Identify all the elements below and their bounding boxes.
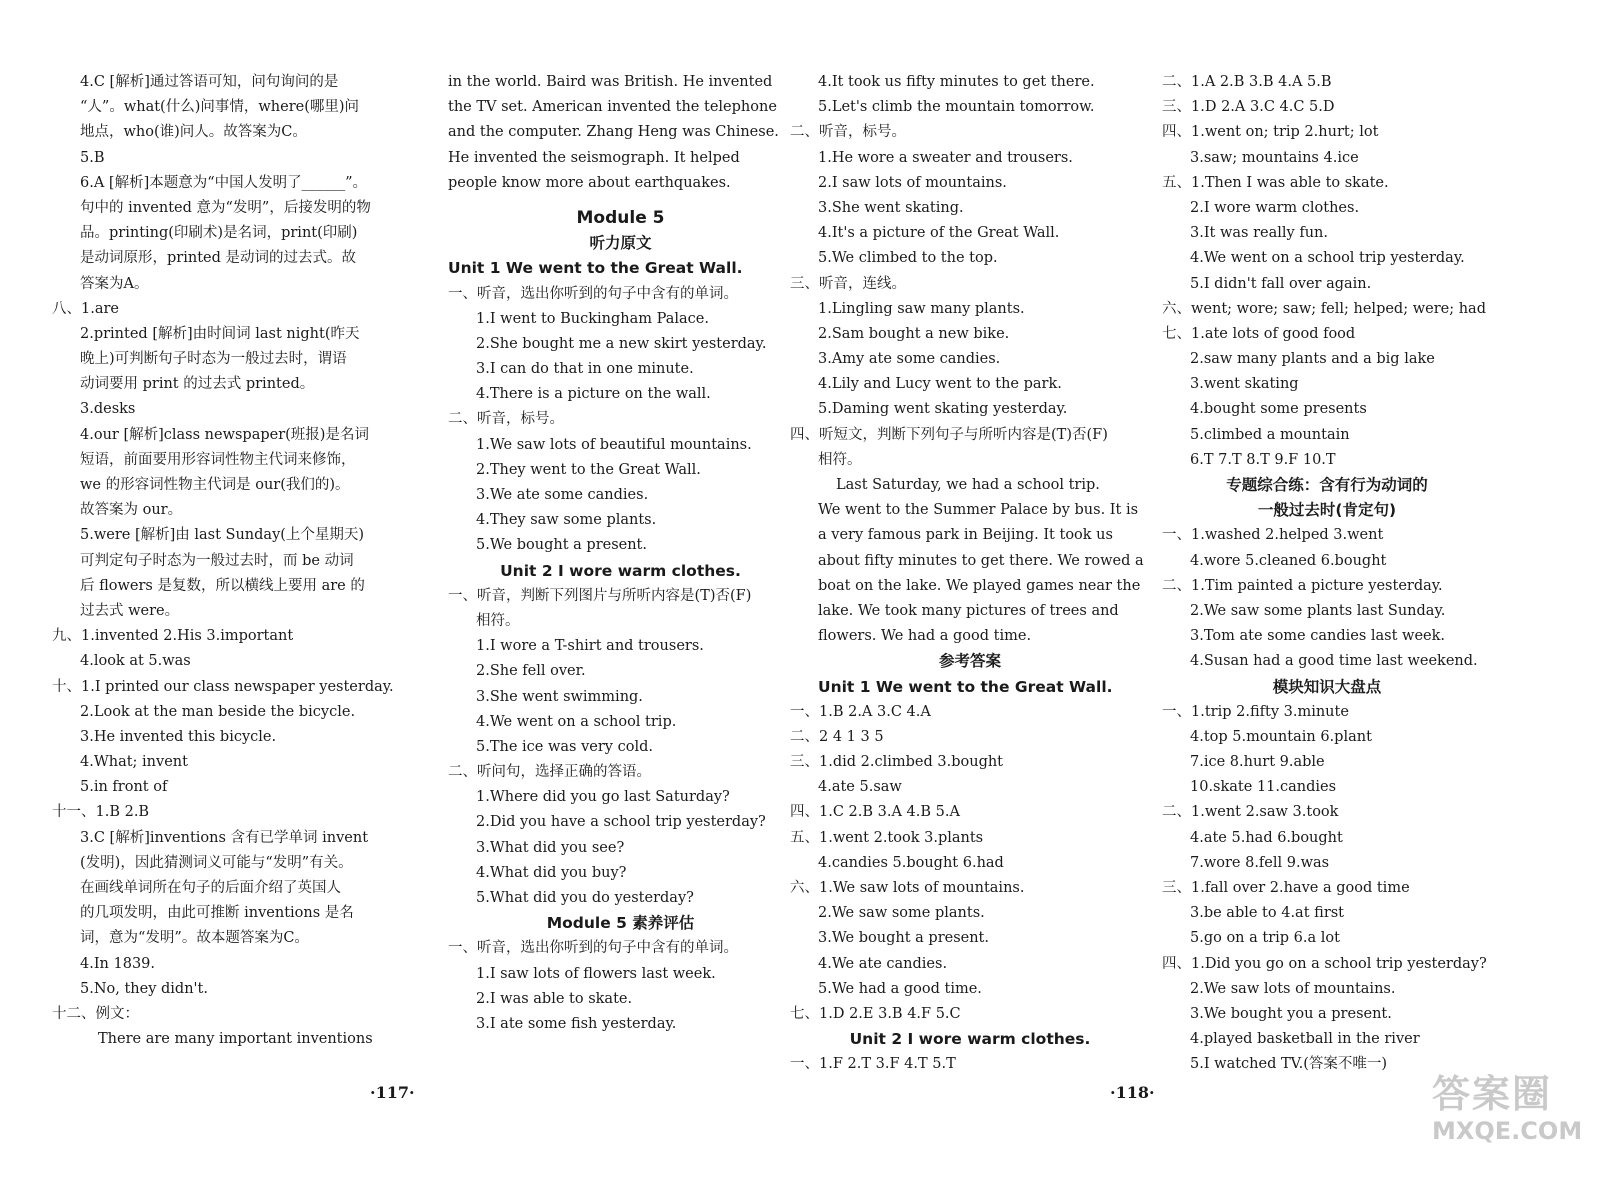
text-line: 2.I wore warm clothes. — [1190, 199, 1360, 216]
text-line: 4.ate 5.had 6.bought — [1190, 829, 1343, 846]
text-line: 二、1.went 2.saw 3.took — [1162, 804, 1339, 821]
text-line: 5.I watched TV.(答案不唯一) — [1190, 1056, 1388, 1073]
text-line: 十、1.I printed our class newspaper yesterday. — [52, 678, 394, 695]
text-line: 是动词原形，printed 是动词的过去式。故 — [80, 250, 356, 267]
text-line: 3.We bought a present. — [818, 930, 989, 947]
text-line: 十二、例文： — [52, 1005, 139, 1022]
text-line: 3.What did you see? — [476, 839, 625, 856]
text-line: 5.Daming went skating yesterday. — [818, 401, 1068, 418]
text-line: 1.I went to Buckingham Palace. — [476, 310, 709, 327]
text-line: 听力原文 — [589, 234, 652, 253]
text-line: 5.I didn't fall over again. — [1190, 275, 1372, 292]
column-3 — [790, 70, 1150, 1078]
text-line: 5.The ice was very cold. — [476, 738, 653, 755]
text-line: 4.What did you buy? — [476, 864, 627, 881]
text-line: 5.No, they didn't. — [80, 980, 208, 997]
text-line: 7.wore 8.fell 9.was — [1190, 854, 1330, 871]
text-line: 2.They went to the Great Wall. — [476, 461, 701, 478]
text-line: 2.We saw lots of mountains. — [1190, 980, 1396, 997]
text-line: 五、1.Then I was able to skate. — [1162, 174, 1389, 191]
text-line: 3.She went swimming. — [476, 688, 643, 705]
text-line: 专题综合练：含有行为动词的 — [1226, 476, 1428, 494]
text-line: 句中的 invented 意为“发明”，后接发明的物 — [80, 199, 371, 216]
text-line: 三、1.D 2.A 3.C 4.C 5.D — [1162, 99, 1335, 116]
page-number-right: ·118· — [1110, 1083, 1155, 1102]
text-line: 九、1.invented 2.His 3.important — [52, 628, 294, 645]
text-line: 3.Tom ate some candies last week. — [1190, 628, 1446, 645]
text-line: Unit 1 We went to the Great Wall. — [448, 259, 743, 278]
text-line: about fifty minutes to get there. We rowed a — [818, 552, 1144, 569]
text-line: 一、1.trip 2.fifty 3.minute — [1162, 703, 1349, 720]
text-line: 10.skate 11.candies — [1190, 779, 1337, 796]
text-line: 八、1.are — [52, 300, 119, 317]
text-line: 七、1.ate lots of good food — [1162, 325, 1356, 342]
text-line: 5.climbed a mountain — [1190, 426, 1350, 443]
text-line: 4.ate 5.saw — [818, 779, 902, 796]
text-line: 5.What did you do yesterday? — [476, 890, 694, 906]
text-line: 的几项发明，由此可推断 inventions 是名 — [80, 905, 354, 922]
text-line: 一、1.F 2.T 3.F 4.T 5.T — [790, 1056, 956, 1073]
text-line: 六、went; wore; saw; fell; helped; were; had — [1162, 300, 1486, 317]
column-4 — [1162, 70, 1492, 1078]
text-line — [448, 196, 793, 206]
text-line: 4.C [解析]通过答语可知，问句询问的是 — [80, 74, 339, 90]
text-line: 相符。 — [818, 451, 862, 468]
text-line: 4.We ate candies. — [818, 955, 948, 972]
text-line: the TV set. American invented the telephone — [448, 99, 777, 116]
text-line: 1.I saw lots of flowers last week. — [476, 965, 716, 982]
text-line: 2.printed [解析]由时间词 last night(昨天 — [80, 325, 360, 342]
text-line: 4.candies 5.bought 6.had — [818, 854, 1004, 871]
text-line: 模块知识大盘点 — [1272, 677, 1382, 696]
text-line: 2.Sam bought a new bike. — [818, 325, 1010, 342]
text-line: 4.played basketball in the river — [1190, 1031, 1420, 1048]
text-line: 2.I saw lots of mountains. — [818, 174, 1007, 191]
text-line: 4.Lily and Lucy went to the park. — [818, 376, 1062, 393]
text-line: 词，意为“发明”。故本题答案为C。 — [80, 930, 309, 947]
text-line: 六、1.We saw lots of mountains. — [790, 880, 1025, 896]
watermark-logo — [1432, 1072, 1583, 1182]
text-line: 四、1.Did you go on a school trip yesterday? — [1162, 955, 1487, 972]
text-line: 品。printing(印刷术)是名词，print(印刷) — [80, 225, 358, 242]
text-line: 2.Look at the man beside the bicycle. — [80, 703, 356, 720]
text-line: 4.It took us fifty minutes to get there. — [818, 74, 1095, 90]
text-line: 一、听音，选出你听到的句子中含有的单词。 — [448, 285, 738, 302]
text-line: 5.in front of — [80, 779, 168, 796]
text-line: 3.went skating — [1190, 376, 1299, 393]
text-line: Unit 1 We went to the Great Wall. — [818, 677, 1113, 696]
text-line: Last Saturday, we had a school trip. — [836, 477, 1100, 493]
text-line: 四、1.went on; trip 2.hurt; lot — [1162, 124, 1379, 141]
text-line: 二、1.A 2.B 3.B 4.A 5.B — [1162, 74, 1332, 90]
text-line: boat on the lake. We played games near the — [818, 577, 1141, 594]
text-line: 4.look at 5.was — [80, 653, 191, 670]
text-line: 答案为A。 — [80, 275, 149, 292]
text-line: 二、听音，标号。 — [790, 124, 906, 141]
text-line: 5.were [解析]由 last Sunday(上个星期天) — [80, 527, 365, 544]
text-line: 二、听问句，选择正确的答语。 — [448, 764, 651, 781]
text-line: 4.We went on a school trip. — [476, 713, 677, 730]
text-line: 2.We saw some plants. — [818, 905, 985, 922]
text-line: “人”。what(什么)问事情，where(哪里)问 — [80, 99, 360, 116]
text-line: 5.We climbed to the top. — [818, 250, 998, 267]
text-line: 4.our [解析]class newspaper(班报)是名词 — [80, 426, 369, 443]
text-line: 4.Susan had a good time last weekend. — [1190, 653, 1478, 670]
text-line: 3.Amy ate some candies. — [818, 351, 1001, 368]
text-line: 5.B — [80, 149, 105, 166]
text-line: 四、听短文，判断下列句子与所听内容是(T)否(F) — [790, 426, 1108, 443]
text-line: 故答案为 our。 — [80, 502, 183, 519]
text-line: we 的形容词性物主代词是 our(我们的)。 — [80, 477, 350, 493]
watermark-site: MXQE.COM — [1432, 1117, 1583, 1145]
text-line: Module 5 素养评估 — [546, 914, 695, 933]
text-line: 2.I was able to skate. — [476, 990, 633, 1007]
text-line: 三、1.fall over 2.have a good time — [1162, 880, 1410, 896]
text-line: 1.We saw lots of beautiful mountains. — [476, 436, 752, 453]
watermark-title: 答案圈 — [1432, 1072, 1553, 1116]
text-line: Unit 2 I wore warm clothes. — [849, 1030, 1091, 1049]
text-line: lake. We took many pictures of trees and — [818, 602, 1119, 619]
text-line: 一、听音，判断下列图片与所听内容是(T)否(F) — [448, 587, 752, 604]
text-line: a very famous park in Beijing. It took us — [818, 527, 1113, 544]
text-line: 过去式 were。 — [80, 602, 180, 619]
text-line: (发明)，因此猜测词义可能与“发明”有关。 — [80, 854, 353, 871]
text-line: 1.I wore a T-shirt and trousers. — [476, 638, 704, 655]
text-line: We went to the Summer Palace by bus. It is — [818, 502, 1139, 519]
text-line: and the computer. Zhang Heng was Chinese. — [448, 124, 779, 141]
text-line: 6.T 7.T 8.T 9.F 10.T — [1190, 451, 1336, 468]
text-line: There are many important inventions — [98, 1031, 373, 1048]
column-2 — [448, 70, 793, 1037]
text-line: 4.In 1839. — [80, 955, 156, 972]
text-line: 3.We ate some candies. — [476, 487, 649, 503]
text-line: 十一、1.B 2.B — [52, 804, 150, 821]
text-line: in the world. Baird was British. He invented — [448, 74, 773, 90]
text-line: 4.It's a picture of the Great Wall. — [818, 225, 1060, 242]
text-line: 3.be able to 4.at first — [1190, 905, 1345, 922]
text-line: 3.We bought you a present. — [1190, 1005, 1392, 1022]
text-line: 2.Did you have a school trip yesterday? — [476, 814, 766, 831]
text-line: 3.I can do that in one minute. — [476, 361, 694, 378]
page-number-left: ·117· — [370, 1083, 415, 1102]
text-line: 动词要用 print 的过去式 printed。 — [80, 376, 315, 393]
text-line: 1.Lingling saw many plants. — [818, 300, 1025, 317]
text-line: 3.He invented this bicycle. — [80, 728, 277, 745]
text-line: 二、1.Tim painted a picture yesterday. — [1162, 577, 1443, 594]
text-line: 4.top 5.mountain 6.plant — [1190, 728, 1372, 745]
text-line: 1.Where did you go last Saturday? — [476, 789, 730, 806]
text-line: 一、1.washed 2.helped 3.went — [1162, 527, 1384, 544]
text-line: 4.We went on a school trip yesterday. — [1190, 250, 1465, 267]
text-line: 4.wore 5.cleaned 6.bought — [1190, 552, 1387, 569]
text-line: 3.saw; mountains 4.ice — [1190, 149, 1359, 166]
text-line: 后 flowers 是复数，所以横线上要用 are 的 — [80, 577, 365, 594]
text-line: people know more about earthquakes. — [448, 174, 731, 191]
text-line: 5.Let's climb the mountain tomorrow. — [818, 99, 1095, 116]
column-1 — [52, 70, 407, 1052]
text-line: 三、听音，连线。 — [790, 275, 906, 292]
text-line: 在画线单词所在句子的后面介绍了英国人 — [80, 880, 341, 896]
text-line: 一般过去时(肯定句) — [1257, 501, 1397, 520]
text-line: 4.What; invent — [80, 754, 188, 771]
text-line: 一、听音，选出你听到的句子中含有的单词。 — [448, 940, 738, 957]
text-line: 三、1.did 2.climbed 3.bought — [790, 754, 1004, 771]
text-line: 二、2 4 1 3 5 — [790, 728, 884, 745]
text-line: 3.She went skating. — [818, 199, 964, 216]
text-line: 2.saw many plants and a big lake — [1190, 351, 1435, 368]
text-line: 短语，前面要用形容词性物主代词来修饰， — [80, 451, 356, 468]
text-line: 5.go on a trip 6.a lot — [1190, 930, 1340, 947]
text-line: 五、1.went 2.took 3.plants — [790, 829, 984, 846]
text-line: 七、1.D 2.E 3.B 4.F 5.C — [790, 1005, 961, 1022]
text-line: 晚上)可判断句子时态为一般过去时，谓语 — [80, 351, 347, 368]
text-line: 4.There is a picture on the wall. — [476, 386, 711, 403]
text-line: 一、1.B 2.A 3.C 4.A — [790, 703, 931, 720]
text-line: Unit 2 I wore warm clothes. — [500, 561, 741, 580]
text-line: 参考答案 — [938, 652, 1001, 671]
text-line: 3.It was really fun. — [1190, 225, 1328, 242]
text-line: 2.We saw some plants last Sunday. — [1190, 602, 1446, 619]
text-line: 6.A [解析]本题意为“中国人发明了______”。 — [80, 174, 368, 191]
text-line: 3.desks — [80, 401, 136, 418]
text-line: 3.I ate some fish yesterday. — [476, 1015, 677, 1032]
text-line: 7.ice 8.hurt 9.able — [1190, 754, 1325, 771]
text-line: 可判定句子时态为一般过去时，而 be 动词 — [80, 552, 354, 569]
text-line: 3.C [解析]inventions 含有已学单词 invent — [80, 829, 369, 846]
text-line: Module 5 — [576, 207, 665, 228]
text-line: 5.We bought a present. — [476, 537, 647, 554]
text-line: flowers. We had a good time. — [818, 628, 1032, 645]
text-line: 地点，who(谁)问人。故答案为C。 — [80, 124, 307, 141]
text-line: 二、听音，标号。 — [448, 411, 564, 428]
text-line: 1.He wore a sweater and trousers. — [818, 149, 1073, 166]
text-line: 四、1.C 2.B 3.A 4.B 5.A — [790, 804, 960, 821]
text-line: 相符。 — [476, 612, 520, 629]
text-line: 4.bought some presents — [1190, 401, 1367, 418]
text-line: 2.She bought me a new skirt yesterday. — [476, 335, 767, 352]
text-line: 4.They saw some plants. — [476, 512, 657, 529]
text-line: 2.She fell over. — [476, 663, 586, 680]
text-line: He invented the seismograph. It helped — [448, 149, 740, 166]
text-line: 5.We had a good time. — [818, 980, 982, 997]
